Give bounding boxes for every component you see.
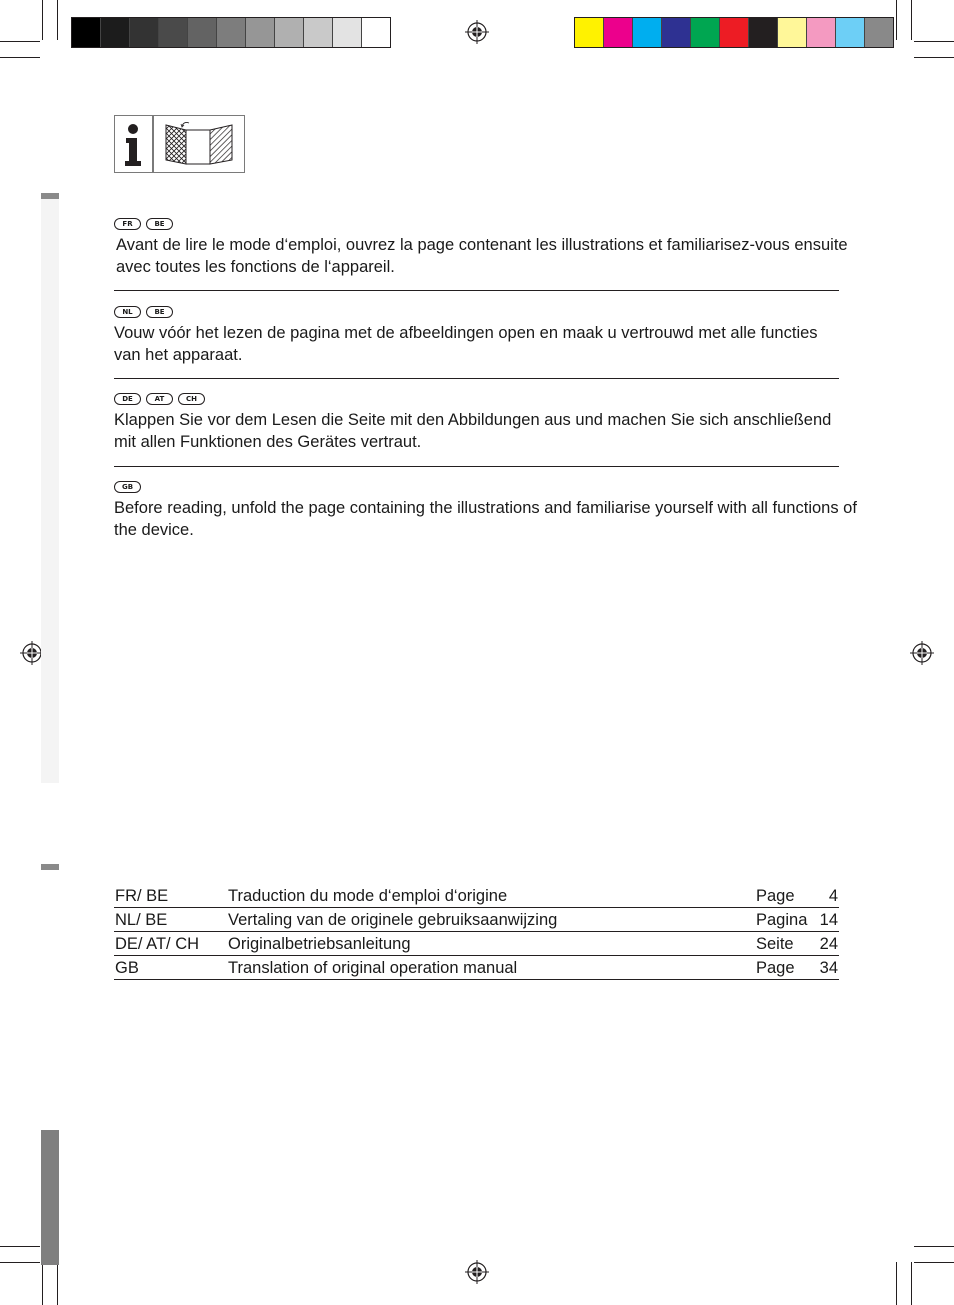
- toc-page-number: 34: [819, 959, 838, 977]
- section-gb: [114, 481, 866, 541]
- section-de-at-ch: [114, 393, 866, 453]
- grey-swatch: [361, 18, 390, 47]
- fold-out-page-icon: [153, 115, 245, 173]
- toc-row: [114, 932, 839, 956]
- registration-mark-icon: [910, 641, 934, 665]
- crop-mark: [0, 1246, 40, 1247]
- crop-mark: [896, 0, 897, 40]
- language-badges: [114, 218, 866, 230]
- section-text: Vouw vóór het lezen de pagina met de afbeeldingen open en maak u vertrouwd met alle functies van het apparaat.: [114, 324, 818, 364]
- grey-scale-bar: [71, 17, 391, 48]
- section-divider: [114, 466, 839, 467]
- section-text: Avant de lire le mode d‘emploi, ouvrez la page contenant les illustrations et familiarisez-vous ensuite avec toutes les fonctions de l‘appareil.: [116, 236, 848, 276]
- grey-swatch: [129, 18, 158, 47]
- toc-page-label: Page: [756, 959, 795, 977]
- color-control-bar: [574, 17, 894, 48]
- toc-page-label: Seite: [756, 935, 794, 953]
- language-badge: NL: [114, 306, 141, 318]
- info-icon: [114, 115, 153, 173]
- grey-swatch: [158, 18, 187, 47]
- registration-mark-icon: [465, 20, 489, 44]
- crop-mark: [42, 1262, 43, 1305]
- toc-row: [114, 956, 839, 980]
- section-nl-be: [114, 306, 866, 366]
- crop-mark: [914, 1262, 954, 1263]
- registration-mark-icon: [465, 1260, 489, 1284]
- section-fr-be: [114, 218, 866, 278]
- side-margin-bar: [41, 193, 59, 783]
- crop-mark: [0, 41, 40, 42]
- toc-language-code: FR/ BE: [115, 887, 169, 905]
- color-swatch: [864, 18, 893, 47]
- color-swatch: [603, 18, 632, 47]
- toc-page-number: 4: [828, 887, 838, 905]
- language-badge: CH: [178, 393, 205, 405]
- grey-swatch: [187, 18, 216, 47]
- language-badges: [114, 481, 866, 493]
- crop-mark: [57, 1262, 58, 1305]
- crop-mark: [914, 41, 954, 42]
- section-divider: [114, 378, 839, 379]
- toc-page-number: 14: [819, 911, 838, 929]
- table-of-contents: [114, 884, 839, 980]
- language-badge: GB: [114, 481, 141, 493]
- language-badge: DE: [114, 393, 141, 405]
- crop-mark: [57, 0, 58, 40]
- grey-swatch: [216, 18, 245, 47]
- language-badge: AT: [146, 393, 173, 405]
- language-badge: BE: [146, 306, 173, 318]
- crop-mark: [911, 1262, 912, 1305]
- crop-mark: [0, 57, 40, 58]
- toc-title: Traduction du mode d‘emploi d‘origine: [228, 887, 508, 905]
- toc-language-code: DE/ AT/ CH: [115, 935, 200, 953]
- crop-mark: [911, 0, 912, 40]
- grey-swatch: [303, 18, 332, 47]
- language-badges: [114, 306, 866, 318]
- grey-swatch: [100, 18, 129, 47]
- section-text: Klappen Sie vor dem Lesen die Seite mit den Abbildungen aus und machen Sie sich anschließend mit allen Funktionen des Gerätes vertraut.: [114, 411, 832, 451]
- crop-mark: [914, 57, 954, 58]
- color-swatch: [661, 18, 690, 47]
- color-swatch: [690, 18, 719, 47]
- toc-language-code: GB: [115, 959, 139, 977]
- crop-mark: [0, 1262, 40, 1263]
- color-swatch: [748, 18, 777, 47]
- toc-title: Originalbetriebsanleitung: [228, 935, 411, 953]
- color-swatch: [632, 18, 661, 47]
- language-badge: BE: [146, 218, 173, 230]
- section-divider: [114, 290, 839, 291]
- side-thumb-tab: [41, 1130, 59, 1265]
- crop-mark: [914, 1246, 954, 1247]
- toc-row: [114, 908, 839, 932]
- section-text: Before reading, unfold the page containing the illustrations and familiarise yourself with all functions of the device.: [114, 499, 857, 539]
- grey-swatch: [274, 18, 303, 47]
- color-swatch: [575, 18, 603, 47]
- language-badges: [114, 393, 866, 405]
- toc-row: [114, 884, 839, 908]
- color-swatch: [806, 18, 835, 47]
- color-swatch: [777, 18, 806, 47]
- toc-title: Vertaling van de originele gebruiksaanwijzing: [228, 911, 558, 929]
- color-swatch: [719, 18, 748, 47]
- grey-swatch: [332, 18, 361, 47]
- toc-page-label: Pagina: [756, 911, 808, 929]
- toc-title: Translation of original operation manual: [228, 959, 518, 977]
- side-tab-marker: [41, 864, 59, 870]
- side-tab-marker: [41, 193, 59, 199]
- crop-mark: [42, 0, 43, 40]
- grey-swatch: [72, 18, 100, 47]
- crop-mark: [896, 1262, 897, 1305]
- color-swatch: [835, 18, 864, 47]
- language-badge: FR: [114, 218, 141, 230]
- grey-swatch: [245, 18, 274, 47]
- toc-page-number: 24: [819, 935, 838, 953]
- toc-language-code: NL/ BE: [115, 911, 168, 929]
- toc-page-label: Page: [756, 887, 795, 905]
